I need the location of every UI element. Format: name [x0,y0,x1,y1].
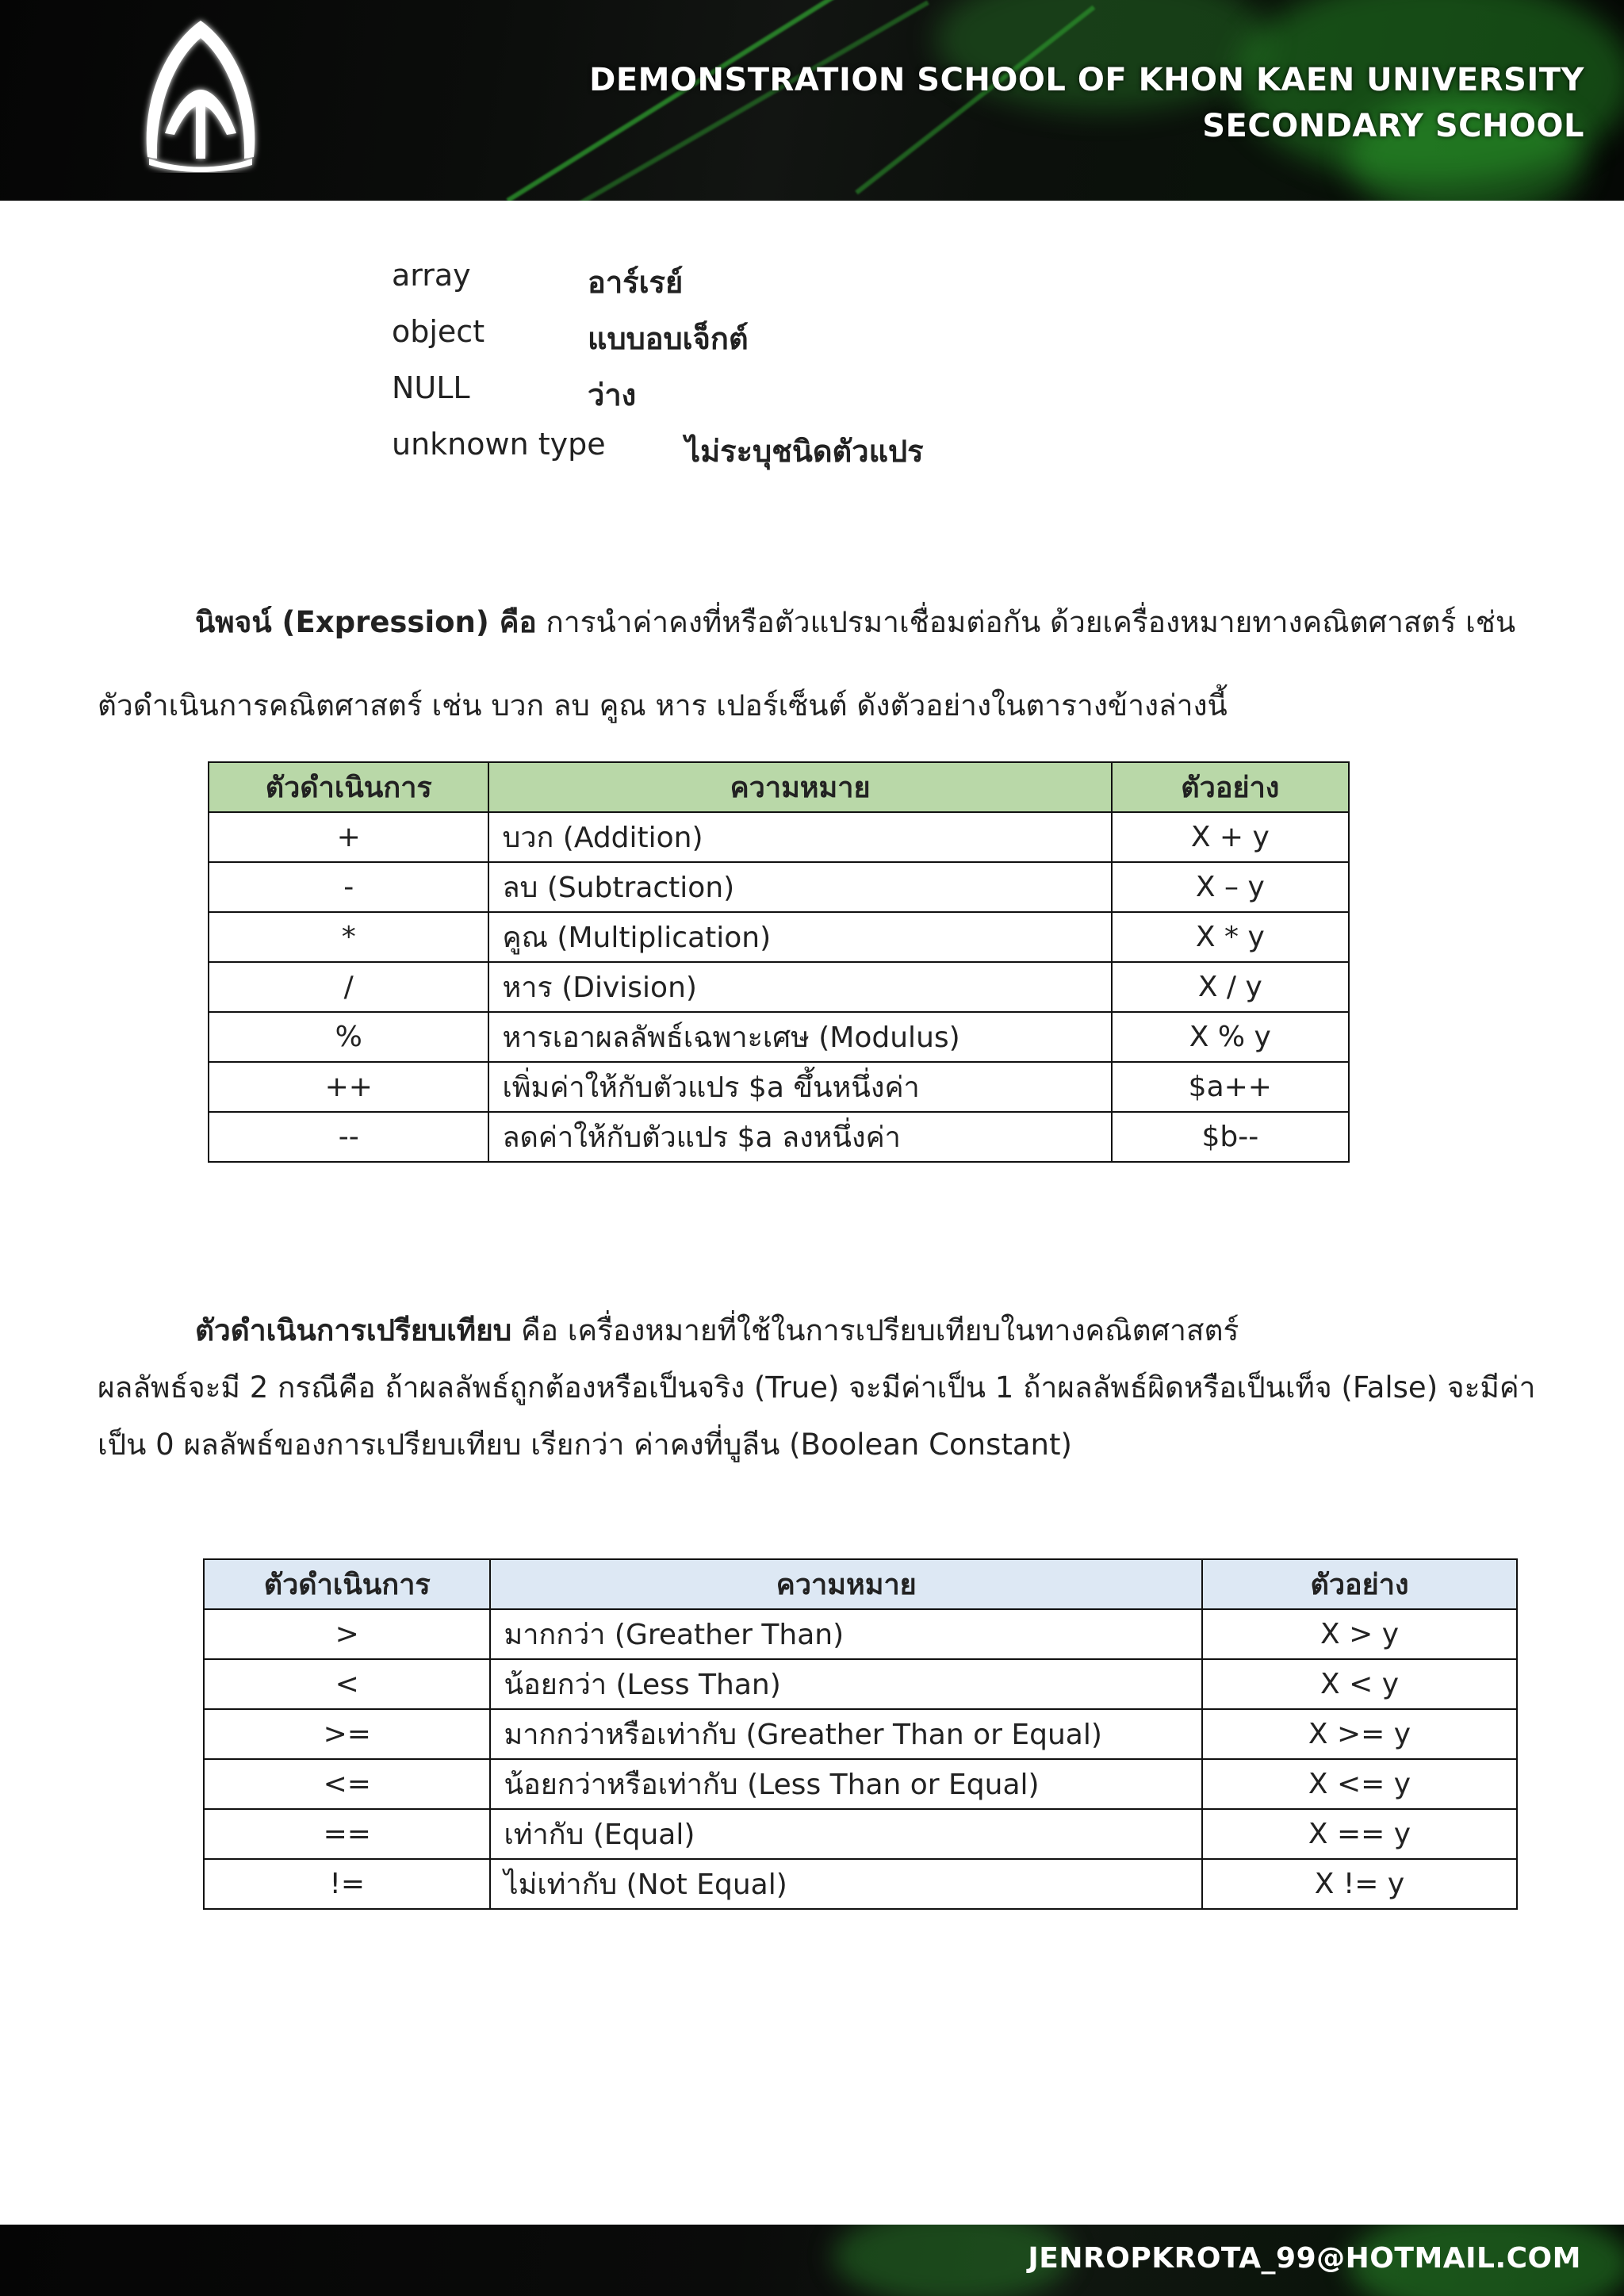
type-name: unknown type [392,427,606,462]
meaning-cell: หารเอาผลลัพธ์เฉพาะเศษ (Modulus) [488,1012,1111,1062]
school-title-line1: DEMONSTRATION SCHOOL OF KHON KAEN UNIVERSITY [589,62,1584,98]
meaning-cell: ลบ (Subtraction) [488,862,1111,912]
table-row [204,1609,1517,1659]
column-header-example: ตัวอย่าง [1202,1559,1517,1609]
example-cell: X / y [1112,962,1349,1012]
example-cell: X – y [1112,862,1349,912]
example-cell: X == y [1202,1809,1517,1859]
comparison-paragraph-line1 [98,1307,1614,1354]
operator-cell: * [209,912,488,962]
comparison-definition: คือ เครื่องหมายที่ใช้ในการเปรียบเทียบในทางคณิตศาสตร์ [511,1313,1239,1347]
type-name: NULL [392,370,470,405]
meaning-cell: บวก (Addition) [488,812,1111,862]
operator-cell: <= [204,1759,490,1809]
column-header-operator: ตัวดำเนินการ [204,1559,490,1609]
school-title-line2: SECONDARY SCHOOL [1202,108,1584,144]
operator-cell: + [209,812,488,862]
operator-cell: / [209,962,488,1012]
table-header-row [204,1559,1517,1609]
footer-banner [0,2225,1624,2296]
example-cell: X >= y [1202,1709,1517,1759]
table-row [209,1062,1349,1112]
table-row [204,1709,1517,1759]
table-row [204,1809,1517,1859]
meaning-cell: คูณ (Multiplication) [488,912,1111,962]
meaning-cell: หาร (Division) [488,962,1111,1012]
operator-cell: -- [209,1112,488,1162]
arithmetic-operators-table [208,761,1350,1163]
school-logo-icon [133,14,268,173]
example-cell: X != y [1202,1859,1517,1909]
meaning-cell: เท่ากับ (Equal) [490,1809,1202,1859]
table-row [209,812,1349,862]
type-name: object [392,314,485,349]
example-cell: $a++ [1112,1062,1349,1112]
example-cell: X > y [1202,1609,1517,1659]
table-row [204,1659,1517,1709]
type-description: ไม่ระบุชนิดตัวแปร [685,434,924,469]
example-cell: X % y [1112,1012,1349,1062]
meaning-cell: น้อยกว่า (Less Than) [490,1659,1202,1709]
table-header-row [209,762,1349,812]
type-name: array [392,258,471,293]
column-header-example: ตัวอย่าง [1112,762,1349,812]
meaning-cell: ลดค่าให้กับตัวแปร $a ลงหนึ่งค่า [488,1112,1111,1162]
example-cell: X <= y [1202,1759,1517,1809]
operator-cell: ++ [209,1062,488,1112]
table-row [209,912,1349,962]
type-description: แบบอบเจ็กต์ [588,321,749,356]
operator-cell: == [204,1809,490,1859]
table-row [209,862,1349,912]
table-row [209,1012,1349,1062]
footer-email: JENROPKROTA_99@HOTMAIL.COM [1028,2242,1581,2275]
school-title [589,57,1584,149]
operator-cell: < [204,1659,490,1709]
operator-cell: > [204,1609,490,1659]
expression-term: นิพจน์ (Expression) คือ [195,605,537,639]
meaning-cell: น้อยกว่าหรือเท่ากับ (Less Than or Equal) [490,1759,1202,1809]
meaning-cell: เพิ่มค่าให้กับตัวแปร $a ขึ้นหนึ่งค่า [488,1062,1111,1112]
expression-paragraph-line1 [98,599,1614,646]
type-description: อาร์เรย์ [588,265,684,300]
table-row [209,962,1349,1012]
comparison-paragraph-line3: เป็น 0 ผลลัพธ์ของการเปรียบเทียบ เรียกว่า ค่าคงที่บูลีน (Boolean Constant) [98,1428,1072,1462]
example-cell: X < y [1202,1659,1517,1709]
meaning-cell: มากกว่าหรือเท่ากับ (Greather Than or Equal) [490,1709,1202,1759]
table-row [209,1112,1349,1162]
comparison-paragraph-line2: ผลลัพธ์จะมี 2 กรณีคือ ถ้าผลลัพธ์ถูกต้องหรือเป็นจริง (True) จะมีค่าเป็น 1 ถ้าผลลัพธ์ผิดหรือเป็นเท็จ (False) จะมีค่า [98,1370,1536,1405]
table-row [204,1859,1517,1909]
example-cell: X + y [1112,812,1349,862]
column-header-meaning: ความหมาย [490,1559,1202,1609]
operator-cell: >= [204,1709,490,1759]
operator-cell: != [204,1859,490,1909]
meaning-cell: ไม่เท่ากับ (Not Equal) [490,1859,1202,1909]
expression-definition: การนำค่าคงที่หรือตัวแปรมาเชื่อมต่อกัน ด้วยเครื่องหมายทางคณิตศาสตร์ เช่น [536,605,1516,639]
example-cell: $b-- [1112,1112,1349,1162]
operator-cell: - [209,862,488,912]
header-banner [0,0,1624,201]
comparison-operators-table [203,1558,1518,1910]
expression-paragraph-line2: ตัวดำเนินการคณิตศาสตร์ เช่น บวก ลบ คูณ หาร เปอร์เซ็นต์ ดังตัวอย่างในตารางข้างล่างนี้ [98,688,1228,723]
meaning-cell: มากกว่า (Greather Than) [490,1609,1202,1659]
type-description: ว่าง [588,378,637,412]
column-header-meaning: ความหมาย [488,762,1111,812]
table-row [204,1759,1517,1809]
comparison-term: ตัวดำเนินการเปรียบเทียบ [195,1313,512,1347]
operator-cell: % [209,1012,488,1062]
column-header-operator: ตัวดำเนินการ [209,762,488,812]
example-cell: X * y [1112,912,1349,962]
